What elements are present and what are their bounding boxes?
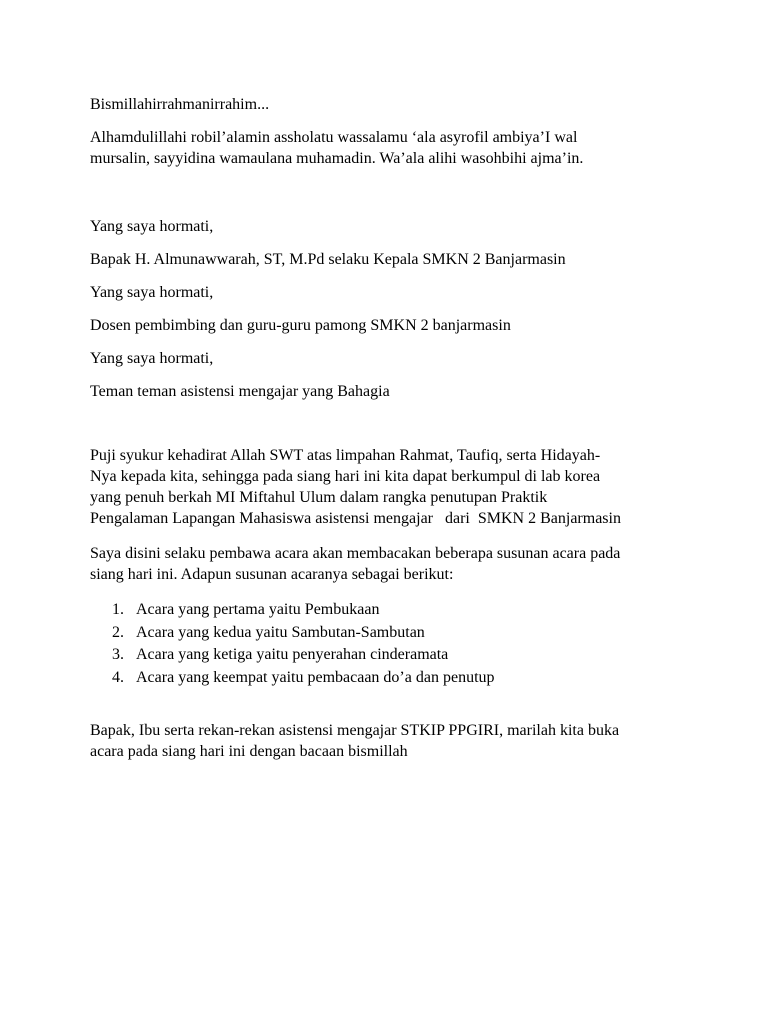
agenda-number: 1.	[112, 601, 124, 618]
greeting-salutation: Yang saya hormati,	[90, 218, 214, 235]
gratitude-paragraph	[90, 445, 690, 529]
agenda-number: 3.	[112, 646, 124, 663]
closing-line: Bapak, Ibu serta rekan-rekan asistensi mengajar STKIP PPGIRI, marilah kita buka	[90, 722, 620, 739]
greeting-salutation: Yang saya hormati,	[90, 284, 214, 301]
intro-line: Saya disini selaku pembawa acara akan membacakan beberapa susunan acara pada	[90, 545, 621, 562]
agenda-text: Acara yang kedua yaitu Sambutan-Sambutan	[136, 623, 425, 641]
gratitude-line: yang penuh berkah MI Miftahul Ulum dalam rangka penutupan Praktik	[90, 489, 548, 506]
agenda-item	[112, 622, 495, 645]
gratitude-line: Nya kepada kita, sehingga pada siang hari ini kita dapat berkumpul di lab korea	[90, 468, 601, 485]
agenda-text: Acara yang pertama yaitu Pembukaan	[136, 601, 380, 618]
greeting-salutation: Yang saya hormati,	[90, 350, 214, 367]
agenda-item	[112, 599, 495, 622]
agenda-list	[112, 599, 495, 689]
agenda-number: 4.	[112, 668, 124, 686]
greeting-addressee: Bapak H. Almunawwarah, ST, M.Pd selaku Kepala SMKN 2 Banjarmasin	[90, 251, 566, 268]
greeting-addressee: Teman teman asistensi mengajar yang Bahagia	[90, 383, 390, 400]
praise-line: mursalin, sayyidina wamaulana muhamadin. Wa’ala alihi wasohbihi ajma’in.	[90, 150, 584, 167]
agenda-item	[112, 667, 495, 690]
agenda-text: Acara yang keempat yaitu pembacaan do’a dan penutup	[136, 668, 495, 686]
agenda-item	[112, 644, 495, 667]
agenda-text: Acara yang ketiga yaitu penyerahan cinderamata	[136, 646, 449, 663]
praise-paragraph	[90, 127, 690, 169]
closing-line: acara pada siang hari ini dengan bacaan bismillah	[90, 743, 408, 760]
closing-paragraph	[90, 720, 690, 762]
gratitude-line: Pengalaman Lapangan Mahasiswa asistensi mengajar dari SMKN 2 Banjarmasin	[90, 510, 621, 527]
gratitude-line: Puji syukur kehadirat Allah SWT atas limpahan Rahmat, Taufiq, serta Hidayah-	[90, 447, 601, 464]
agenda-number: 2.	[112, 623, 124, 641]
greeting-addressee: Dosen pembimbing dan guru-guru pamong SMKN 2 banjarmasin	[90, 317, 511, 334]
praise-line: Alhamdulillahi robil’alamin assholatu wassalamu ‘ala asyrofil ambiya’I wal	[90, 129, 578, 146]
intro-paragraph	[90, 543, 690, 585]
opening-line: Bismillahirrahmanirrahim...	[90, 96, 270, 113]
intro-line: siang hari ini. Adapun susunan acaranya sebagai berikut:	[90, 566, 454, 583]
